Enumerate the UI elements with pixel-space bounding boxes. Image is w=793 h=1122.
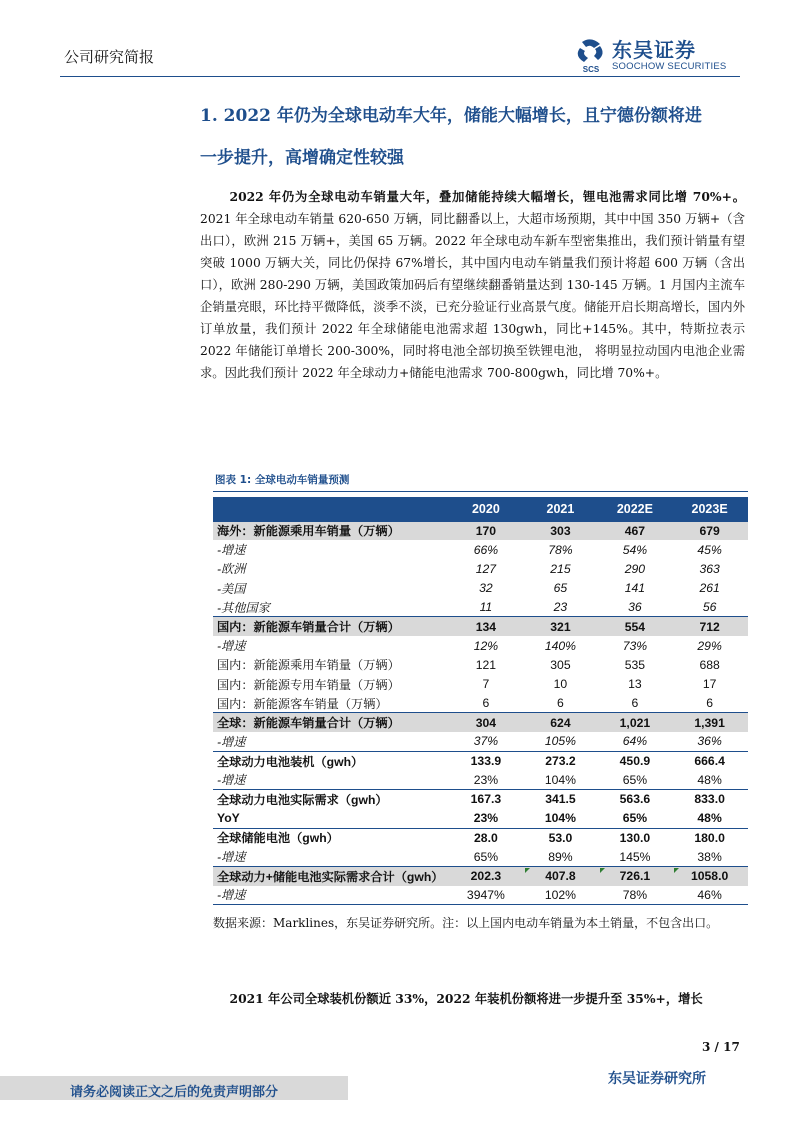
cell: 833.0 xyxy=(673,790,748,809)
cell: 679 xyxy=(673,521,748,540)
cell: 145% xyxy=(619,849,651,864)
row-label: -增速 xyxy=(217,734,246,749)
row-label: YoY xyxy=(217,811,240,826)
cell: 66% xyxy=(473,542,499,557)
section-title-line2: 一步提升，高增确定性较强 xyxy=(200,148,404,168)
cell: 535 xyxy=(624,657,646,672)
cell: 363 xyxy=(699,561,720,576)
cell: 53.0 xyxy=(524,828,598,847)
table-row xyxy=(213,847,748,866)
header-2022e: 2022E xyxy=(599,497,674,521)
footer-disclaimer[interactable]: 请务必阅读正文之后的免责声明部分 xyxy=(70,1085,279,1100)
row-label: -增速 xyxy=(217,543,246,558)
row-label: 国内：新能源专用车销量（万辆） xyxy=(217,677,400,692)
cell: 73% xyxy=(622,638,648,653)
row-label: -其他国家 xyxy=(217,600,270,615)
cell: 48% xyxy=(697,772,722,787)
cell: 37% xyxy=(473,734,499,749)
cell: 180.0 xyxy=(673,828,748,847)
cell: 215 xyxy=(550,561,571,576)
header-divider xyxy=(60,76,740,77)
table-row xyxy=(213,559,748,578)
row-label: -增速 xyxy=(217,773,246,788)
document-type: 公司研究简报 xyxy=(64,48,155,66)
cell: 65% xyxy=(622,811,648,826)
row-label: 国内：新能源车销量合计（万辆） xyxy=(213,617,450,636)
header-2023e: 2023E xyxy=(673,497,748,521)
cell: 321 xyxy=(524,617,598,636)
cell: 6 xyxy=(557,696,564,711)
intro-body: 2021 年全球电动车销量 620-650 万辆，同比翻番以上，大超市场预期，其中中国 350 万辆+（含出口），欧洲 215 万辆+，美国 65 万辆。2022 年全球电动车新车型密集推出，我们预计销量有望突破 1000 万辆大关，同比仍保持 67%增长，其中国内电动车销量我们预计将超 600 万辆（含出口），欧洲 280-290 万辆，美国政策加码后有望继续翻番销量达到 130-145 万辆。1 月国内主流车企销量亮眼，环比持平微降低，淡季不淡，已充分验证行业高景气度。储能开启长期高增长，国内外订单放量，我们预计 2022 年全球储能电池需求超 130gwh，同比+145%。其中，特斯拉表示 2022 年储能订单增长 200-300%，同时将电池全部切换至铁锂电池， 将明显拉动国内电池企业需求。因此我们预计 2022 年全球动力+储能电池需求 700-800gwh，同比增 70%+。 xyxy=(200,212,745,380)
intro-paragraph xyxy=(200,186,745,384)
cell: 170 xyxy=(450,521,525,540)
table-row xyxy=(213,579,748,598)
cell: 23% xyxy=(473,772,499,787)
cell: 78% xyxy=(599,886,674,905)
cell: 48% xyxy=(697,811,722,826)
cell: 102% xyxy=(524,886,598,905)
row-label: -增速 xyxy=(217,850,246,865)
logo-mark-icon xyxy=(576,38,606,74)
logo-english: SOOCHOW SECURITIES xyxy=(612,61,727,72)
header-2020: 2020 xyxy=(450,497,525,521)
closing-paragraph: 2021 年公司全球装机份额近 33%，2022 年装机份额将进一步提升至 35%+，增长 xyxy=(229,991,703,1006)
cell: 12% xyxy=(473,638,499,653)
cell: 167.3 xyxy=(450,790,525,809)
table-row xyxy=(213,598,748,617)
cell: 105% xyxy=(544,734,577,749)
cell: 341.5 xyxy=(524,790,598,809)
table-row xyxy=(213,617,748,636)
cell: 32 xyxy=(479,581,493,596)
cell: 28.0 xyxy=(450,828,525,847)
footer-institute: 东吴证券研究所 xyxy=(608,1071,706,1087)
ev-sales-forecast-table xyxy=(213,497,748,905)
header-label xyxy=(213,497,450,521)
cell: 104% xyxy=(544,811,577,826)
table-row xyxy=(213,866,748,885)
cell: 304 xyxy=(450,713,525,732)
cell: 36 xyxy=(628,600,642,615)
row-label: -增速 xyxy=(213,886,450,905)
cell: 89% xyxy=(548,849,573,864)
intro-lead: 2022 年仍为全球电动车销量大年，叠加储能持续大幅增长，锂电池需求同比增 70%+。 xyxy=(229,189,745,204)
cell: 134 xyxy=(450,617,525,636)
header-2021: 2021 xyxy=(524,497,598,521)
cell: 140% xyxy=(544,638,577,653)
row-label: 全球动力电池装机（gwh） xyxy=(213,751,450,770)
row-label: 全球储能电池（gwh） xyxy=(213,828,450,847)
cell: 666.4 xyxy=(673,751,748,770)
cell: 121 xyxy=(475,657,497,672)
cell: 127 xyxy=(475,561,497,576)
table-row xyxy=(213,751,748,770)
row-label: -美国 xyxy=(217,581,246,596)
row-label: 国内：新能源客车销量（万辆） xyxy=(217,696,388,711)
cell: 7 xyxy=(482,677,490,692)
cell: 563.6 xyxy=(599,790,674,809)
table-row xyxy=(213,809,748,828)
row-label: -欧洲 xyxy=(217,562,246,577)
cell: 64% xyxy=(622,734,648,749)
table-row xyxy=(213,732,748,751)
cell: 290 xyxy=(624,561,646,576)
cell: 554 xyxy=(599,617,674,636)
cell: 624 xyxy=(524,713,598,732)
figure-source-note: 数据来源：Marklines，东吴证券研究所。注：以上国内电动车销量为本土销量，不包含出口。 xyxy=(213,916,719,930)
cell: 6 xyxy=(631,696,639,711)
table-row xyxy=(213,540,748,559)
row-label: 全球动力+储能电池实际需求合计（gwh） xyxy=(213,866,450,885)
cell: 726.1 xyxy=(599,866,674,885)
svg-text:SCS: SCS xyxy=(582,65,600,74)
row-label: 海外：新能源乘用车销量（万辆） xyxy=(213,521,450,540)
figure-caption: 图表 1: 全球电动车销量预测 xyxy=(215,474,350,486)
cell: 467 xyxy=(599,521,674,540)
cell: 54% xyxy=(622,542,648,557)
cell: 305 xyxy=(550,657,571,672)
cell: 65 xyxy=(553,581,568,596)
table-row xyxy=(213,521,748,540)
row-label: 全球动力电池实际需求（gwh） xyxy=(213,790,450,809)
cell: 10 xyxy=(553,677,568,692)
cell: 23% xyxy=(473,811,499,826)
company-logo xyxy=(576,38,726,74)
cell: 23 xyxy=(553,600,568,615)
cell: 261 xyxy=(699,581,720,596)
table-row xyxy=(213,694,748,713)
table-row xyxy=(213,770,748,789)
cell: 6 xyxy=(482,696,490,711)
cell: 65% xyxy=(473,849,499,864)
cell: 202.3 xyxy=(450,866,525,885)
table-row xyxy=(213,886,748,905)
cell: 3947% xyxy=(450,886,525,905)
cell: 11 xyxy=(479,600,493,615)
cell: 6 xyxy=(706,696,713,711)
table-row xyxy=(213,790,748,809)
cell: 46% xyxy=(673,886,748,905)
cell: 130.0 xyxy=(599,828,674,847)
cell: 303 xyxy=(524,521,598,540)
table-header-row xyxy=(213,497,748,521)
page-number: 3 / 17 xyxy=(702,1040,740,1054)
table-row xyxy=(213,828,748,847)
cell: 1,021 xyxy=(599,713,674,732)
cell: 13 xyxy=(628,677,642,692)
row-label: 国内：新能源乘用车销量（万辆） xyxy=(217,658,400,673)
cell: 1058.0 xyxy=(673,866,748,885)
cell: 65% xyxy=(622,772,648,787)
cell: 133.9 xyxy=(450,751,525,770)
table-row xyxy=(213,636,748,655)
cell: 688 xyxy=(699,657,720,672)
cell: 407.8 xyxy=(524,866,598,885)
cell: 56 xyxy=(702,600,717,615)
section-title-line1: 1. 2022 年仍为全球电动车大年，储能大幅增长，且宁德份额将进 xyxy=(200,106,702,126)
row-label: -增速 xyxy=(217,639,246,654)
table-row xyxy=(213,675,748,694)
logo-chinese: 东吴证券 xyxy=(612,38,696,62)
table-row xyxy=(213,713,748,732)
cell: 273.2 xyxy=(524,751,598,770)
cell: 36% xyxy=(697,734,722,749)
cell: 1,391 xyxy=(673,713,748,732)
figure-divider xyxy=(213,491,748,492)
row-label: 全球：新能源车销量合计（万辆） xyxy=(213,713,450,732)
cell: 38% xyxy=(697,849,722,864)
cell: 78% xyxy=(548,542,573,557)
cell: 104% xyxy=(544,772,577,787)
cell: 712 xyxy=(673,617,748,636)
cell: 45% xyxy=(697,542,722,557)
table-row xyxy=(213,655,748,674)
cell: 450.9 xyxy=(599,751,674,770)
cell: 29% xyxy=(697,638,722,653)
cell: 17 xyxy=(702,677,717,692)
cell: 141 xyxy=(624,581,646,596)
